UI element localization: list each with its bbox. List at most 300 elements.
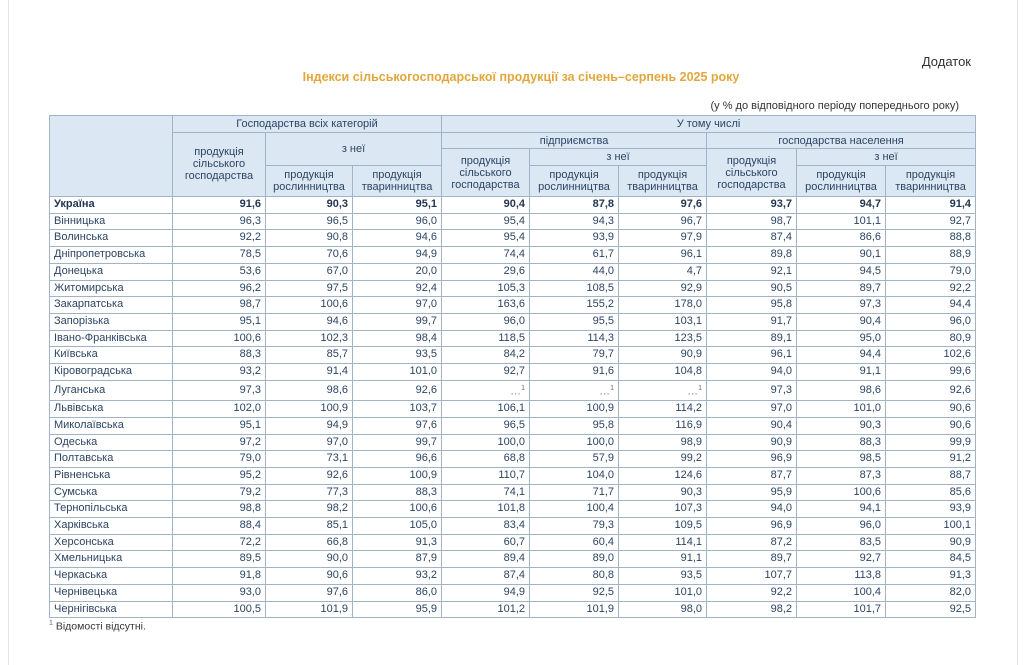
value-cell: 94,4 bbox=[886, 297, 976, 314]
value-cell: 95,1 bbox=[353, 197, 442, 214]
value-cell: 90,4 bbox=[797, 313, 886, 330]
value-cell: 124,6 bbox=[619, 467, 707, 484]
value-cell: 88,9 bbox=[886, 247, 976, 264]
value-cell: 86,0 bbox=[353, 584, 442, 601]
value-cell: 98,6 bbox=[266, 380, 353, 400]
value-cell: 94,1 bbox=[797, 501, 886, 518]
value-cell: 90,9 bbox=[886, 534, 976, 551]
header-households: господарства населення bbox=[707, 132, 976, 149]
value-cell: 98,2 bbox=[266, 501, 353, 518]
table-row bbox=[50, 518, 976, 535]
value-cell: 100,4 bbox=[797, 584, 886, 601]
region-name: Одеська bbox=[50, 434, 173, 451]
value-cell: 92,9 bbox=[619, 280, 707, 297]
value-cell: 92,2 bbox=[886, 280, 976, 297]
value-cell: 83,4 bbox=[442, 518, 530, 535]
value-cell: 89,5 bbox=[173, 551, 266, 568]
region-name: Вінницька bbox=[50, 213, 173, 230]
region-name: Житомирська bbox=[50, 280, 173, 297]
value-cell: 98,7 bbox=[707, 213, 797, 230]
value-cell: 97,0 bbox=[353, 297, 442, 314]
value-cell: 97,3 bbox=[797, 297, 886, 314]
value-cell: 91,4 bbox=[886, 197, 976, 214]
value-cell: 97,0 bbox=[707, 401, 797, 418]
value-cell: 116,9 bbox=[619, 417, 707, 434]
value-cell: 94,0 bbox=[707, 501, 797, 518]
value-cell: 90,8 bbox=[266, 230, 353, 247]
footnote-ref: 1 bbox=[610, 384, 615, 392]
value-cell: 53,6 bbox=[173, 263, 266, 280]
header-all-livestock: продукція тваринництва bbox=[353, 166, 442, 197]
value-cell: 85,7 bbox=[266, 347, 353, 364]
value-cell: 92,4 bbox=[353, 280, 442, 297]
value-cell: 96,9 bbox=[707, 518, 797, 535]
value-cell: 101,9 bbox=[266, 601, 353, 618]
value-cell: 91,8 bbox=[173, 568, 266, 585]
value-cell: 86,6 bbox=[797, 230, 886, 247]
value-cell: 92,7 bbox=[886, 213, 976, 230]
value-cell: 60,7 bbox=[442, 534, 530, 551]
value-cell: 98,9 bbox=[619, 434, 707, 451]
value-cell: 96,1 bbox=[619, 247, 707, 264]
value-cell bbox=[530, 380, 619, 400]
value-cell: 92,2 bbox=[707, 584, 797, 601]
value-cell: 90,1 bbox=[797, 247, 886, 264]
table-row bbox=[50, 230, 976, 247]
value-cell: 98,5 bbox=[797, 451, 886, 468]
region-name: Чернігівська bbox=[50, 601, 173, 618]
value-cell: 102,6 bbox=[886, 347, 976, 364]
table-row bbox=[50, 313, 976, 330]
value-cell: 61,7 bbox=[530, 247, 619, 264]
value-cell: 95,9 bbox=[707, 484, 797, 501]
value-cell: 68,8 bbox=[442, 451, 530, 468]
value-cell bbox=[442, 380, 530, 400]
table-row bbox=[50, 280, 976, 297]
value-cell: 79,0 bbox=[173, 451, 266, 468]
table-row bbox=[50, 451, 976, 468]
value-cell: 178,0 bbox=[619, 297, 707, 314]
table-row bbox=[50, 197, 976, 214]
value-cell: 84,5 bbox=[886, 551, 976, 568]
value-cell: 92,6 bbox=[353, 380, 442, 400]
value-cell: 93,9 bbox=[530, 230, 619, 247]
value-cell: 90,4 bbox=[707, 417, 797, 434]
value-cell: 101,0 bbox=[619, 584, 707, 601]
value-cell: 87,3 bbox=[797, 467, 886, 484]
value-cell: 83,5 bbox=[797, 534, 886, 551]
value-cell: 101,0 bbox=[353, 364, 442, 381]
value-cell: 100,6 bbox=[797, 484, 886, 501]
value-cell: 90,6 bbox=[266, 568, 353, 585]
value-cell: 105,3 bbox=[442, 280, 530, 297]
value-cell: 97,6 bbox=[266, 584, 353, 601]
header-ent-crop: продукція рослинництва bbox=[530, 166, 619, 197]
region-name: Київська bbox=[50, 347, 173, 364]
value-cell: 91,3 bbox=[886, 568, 976, 585]
value-cell: 89,1 bbox=[707, 330, 797, 347]
value-cell: 97,6 bbox=[619, 197, 707, 214]
header-hh-of-which: з неї bbox=[797, 149, 976, 166]
table-row bbox=[50, 247, 976, 264]
header-ent-agri: продукція сільського господарства bbox=[442, 149, 530, 197]
value-cell: 90,0 bbox=[266, 551, 353, 568]
value-cell: 91,6 bbox=[530, 364, 619, 381]
value-cell: 90,5 bbox=[707, 280, 797, 297]
value-cell: 91,7 bbox=[707, 313, 797, 330]
region-name: Харківська bbox=[50, 518, 173, 535]
value-cell: 79,3 bbox=[530, 518, 619, 535]
value-cell: 93,5 bbox=[619, 568, 707, 585]
value-cell: 90,3 bbox=[619, 484, 707, 501]
value-cell: 95,9 bbox=[353, 601, 442, 618]
table-row bbox=[50, 263, 976, 280]
value-cell: 93,0 bbox=[173, 584, 266, 601]
value-cell: 100,4 bbox=[530, 501, 619, 518]
value-cell: 91,1 bbox=[619, 551, 707, 568]
value-cell: 102,3 bbox=[266, 330, 353, 347]
value-cell: 101,7 bbox=[797, 601, 886, 618]
value-cell: 60,4 bbox=[530, 534, 619, 551]
region-name: Дніпропетровська bbox=[50, 247, 173, 264]
value-cell: 4,7 bbox=[619, 263, 707, 280]
table-row bbox=[50, 330, 976, 347]
units-note: (у % до відповідного періоду попереднього року) bbox=[710, 100, 959, 112]
value-cell: 98,8 bbox=[173, 501, 266, 518]
value-cell: 95,5 bbox=[530, 313, 619, 330]
value-cell: 94,4 bbox=[797, 347, 886, 364]
region-name: Львівська bbox=[50, 401, 173, 418]
value-cell: 95,2 bbox=[173, 467, 266, 484]
footnote-ref: 1 bbox=[521, 384, 526, 392]
value-cell: 100,6 bbox=[353, 501, 442, 518]
table-row bbox=[50, 297, 976, 314]
header-ent-livestock: продукція тваринництва bbox=[619, 166, 707, 197]
value-cell: 91,4 bbox=[266, 364, 353, 381]
value-cell: 98,0 bbox=[619, 601, 707, 618]
value-cell: 87,9 bbox=[353, 551, 442, 568]
value-cell: 90,6 bbox=[886, 401, 976, 418]
value-cell: 90,9 bbox=[619, 347, 707, 364]
value-cell: 78,5 bbox=[173, 247, 266, 264]
value-cell: 96,5 bbox=[442, 417, 530, 434]
value-cell: 96,5 bbox=[266, 213, 353, 230]
value-cell: 123,5 bbox=[619, 330, 707, 347]
value-cell: 88,7 bbox=[886, 467, 976, 484]
value-cell: 91,2 bbox=[886, 451, 976, 468]
value-cell: 97,2 bbox=[173, 434, 266, 451]
value-cell: 100,9 bbox=[266, 401, 353, 418]
value-cell: 100,9 bbox=[353, 467, 442, 484]
header-hh-crop: продукція рослинництва bbox=[797, 166, 886, 197]
value-cell: 94,9 bbox=[353, 247, 442, 264]
value-cell: 89,0 bbox=[530, 551, 619, 568]
value-cell: 82,0 bbox=[886, 584, 976, 601]
header-hh-agri: продукція сільського господарства bbox=[707, 149, 797, 197]
value-cell: 98,2 bbox=[707, 601, 797, 618]
header-ent-of-which: з неї bbox=[530, 149, 707, 166]
value-cell: 89,7 bbox=[707, 551, 797, 568]
table-row bbox=[50, 601, 976, 618]
value-cell: 94,5 bbox=[797, 263, 886, 280]
value-cell: 100,0 bbox=[442, 434, 530, 451]
value-cell: 96,3 bbox=[173, 213, 266, 230]
value-cell: 92,6 bbox=[886, 380, 976, 400]
value-cell: 96,0 bbox=[353, 213, 442, 230]
value-cell: 101,8 bbox=[442, 501, 530, 518]
value-cell: 93,9 bbox=[886, 501, 976, 518]
table-row bbox=[50, 417, 976, 434]
value-cell: 103,7 bbox=[353, 401, 442, 418]
value-cell: 88,3 bbox=[797, 434, 886, 451]
value-cell: 99,9 bbox=[886, 434, 976, 451]
value-cell: 74,4 bbox=[442, 247, 530, 264]
value-cell: 87,8 bbox=[530, 197, 619, 214]
region-name: Донецька bbox=[50, 263, 173, 280]
table-row bbox=[50, 401, 976, 418]
value-cell: 44,0 bbox=[530, 263, 619, 280]
region-name: Волинська bbox=[50, 230, 173, 247]
value-cell: 90,3 bbox=[266, 197, 353, 214]
value-cell: 95,1 bbox=[173, 417, 266, 434]
value-cell: 104,0 bbox=[530, 467, 619, 484]
value-cell: 92,6 bbox=[266, 467, 353, 484]
value-cell: 100,0 bbox=[530, 434, 619, 451]
value-cell: 79,0 bbox=[886, 263, 976, 280]
table-row bbox=[50, 434, 976, 451]
region-name: Чернівецька bbox=[50, 584, 173, 601]
value-cell: 70,6 bbox=[266, 247, 353, 264]
value-cell: 93,7 bbox=[707, 197, 797, 214]
value-cell: 91,3 bbox=[353, 534, 442, 551]
value-cell: 93,5 bbox=[353, 347, 442, 364]
value-cell: 20,0 bbox=[353, 263, 442, 280]
value-cell: 95,8 bbox=[530, 417, 619, 434]
value-cell: 94,9 bbox=[266, 417, 353, 434]
value-cell: 96,6 bbox=[353, 451, 442, 468]
region-name: Сумська bbox=[50, 484, 173, 501]
table-row bbox=[50, 213, 976, 230]
value-cell: 110,7 bbox=[442, 467, 530, 484]
header-all-agri: продукція сільського господарства bbox=[173, 132, 266, 196]
value-cell: 88,4 bbox=[173, 518, 266, 535]
value-cell: 97,6 bbox=[353, 417, 442, 434]
value-cell: 95,4 bbox=[442, 213, 530, 230]
header-enterprises: підприємства bbox=[442, 132, 707, 149]
value-cell: 90,9 bbox=[707, 434, 797, 451]
value-cell: 99,7 bbox=[353, 434, 442, 451]
value-cell: 99,6 bbox=[886, 364, 976, 381]
footnote-text: Відомості відсутні. bbox=[55, 620, 146, 633]
value-cell: 80,9 bbox=[886, 330, 976, 347]
region-name: Херсонська bbox=[50, 534, 173, 551]
value-cell: 98,4 bbox=[353, 330, 442, 347]
value-cell: 106,1 bbox=[442, 401, 530, 418]
header-hh-livestock: продукція тваринництва bbox=[886, 166, 976, 197]
value-cell: 97,3 bbox=[707, 380, 797, 400]
value-cell: 107,7 bbox=[707, 568, 797, 585]
na-value: … bbox=[599, 385, 611, 398]
value-cell: 100,5 bbox=[173, 601, 266, 618]
header-all-of-which: з неї bbox=[266, 132, 442, 165]
region-name: Івано-Франківська bbox=[50, 330, 173, 347]
value-cell: 72,2 bbox=[173, 534, 266, 551]
value-cell: 87,2 bbox=[707, 534, 797, 551]
table-row bbox=[50, 467, 976, 484]
value-cell: 94,3 bbox=[530, 213, 619, 230]
value-cell: 100,6 bbox=[266, 297, 353, 314]
value-cell: 85,1 bbox=[266, 518, 353, 535]
na-value: … bbox=[510, 385, 522, 398]
value-cell: 96,9 bbox=[707, 451, 797, 468]
page-title: Індекси сільськогосподарської продукції за січень–серпень 2025 року bbox=[302, 70, 740, 84]
value-cell: 73,1 bbox=[266, 451, 353, 468]
value-cell: 93,2 bbox=[353, 568, 442, 585]
region-name: Хмельницька bbox=[50, 551, 173, 568]
header-all: Господарства всіх категорій bbox=[173, 116, 442, 133]
value-cell: 100,6 bbox=[173, 330, 266, 347]
value-cell: 99,2 bbox=[619, 451, 707, 468]
value-cell: 114,1 bbox=[619, 534, 707, 551]
value-cell: 97,0 bbox=[266, 434, 353, 451]
value-cell: 88,3 bbox=[173, 347, 266, 364]
region-name: Миколаївська bbox=[50, 417, 173, 434]
value-cell: 85,6 bbox=[886, 484, 976, 501]
value-cell: 95,8 bbox=[707, 297, 797, 314]
value-cell: 87,7 bbox=[707, 467, 797, 484]
value-cell: 90,6 bbox=[886, 417, 976, 434]
value-cell: 101,9 bbox=[530, 601, 619, 618]
table-row bbox=[50, 551, 976, 568]
value-cell: 71,7 bbox=[530, 484, 619, 501]
table-row bbox=[50, 534, 976, 551]
value-cell: 84,2 bbox=[442, 347, 530, 364]
value-cell: 80,8 bbox=[530, 568, 619, 585]
value-cell: 88,3 bbox=[353, 484, 442, 501]
value-cell: 95,0 bbox=[797, 330, 886, 347]
value-cell: 105,0 bbox=[353, 518, 442, 535]
table-body bbox=[50, 197, 976, 618]
footnote-ref: 1 bbox=[698, 384, 703, 392]
value-cell: 91,1 bbox=[797, 364, 886, 381]
value-cell: 101,1 bbox=[797, 213, 886, 230]
value-cell: 102,0 bbox=[173, 401, 266, 418]
value-cell: 92,1 bbox=[707, 263, 797, 280]
value-cell: 107,3 bbox=[619, 501, 707, 518]
value-cell: 90,3 bbox=[797, 417, 886, 434]
value-cell: 99,7 bbox=[353, 313, 442, 330]
value-cell: 95,4 bbox=[442, 230, 530, 247]
table-row bbox=[50, 501, 976, 518]
header-including: У тому числі bbox=[442, 116, 976, 133]
value-cell: 92,2 bbox=[173, 230, 266, 247]
table-row bbox=[50, 484, 976, 501]
value-cell: 66,8 bbox=[266, 534, 353, 551]
region-name: Україна bbox=[50, 197, 173, 214]
na-value: … bbox=[687, 385, 699, 398]
value-cell: 92,7 bbox=[442, 364, 530, 381]
value-cell: 96,0 bbox=[797, 518, 886, 535]
value-cell: 92,5 bbox=[530, 584, 619, 601]
region-name: Полтавська bbox=[50, 451, 173, 468]
value-cell: 89,4 bbox=[442, 551, 530, 568]
value-cell: 101,2 bbox=[442, 601, 530, 618]
value-cell: 114,3 bbox=[530, 330, 619, 347]
header-all-crop: продукція рослинництва bbox=[266, 166, 353, 197]
value-cell: 87,4 bbox=[707, 230, 797, 247]
value-cell: 97,3 bbox=[173, 380, 266, 400]
value-cell: 98,6 bbox=[797, 380, 886, 400]
value-cell: 94,7 bbox=[797, 197, 886, 214]
value-cell: 101,0 bbox=[797, 401, 886, 418]
region-name: Запорізька bbox=[50, 313, 173, 330]
value-cell: 96,1 bbox=[707, 347, 797, 364]
value-cell: 57,9 bbox=[530, 451, 619, 468]
value-cell: 103,1 bbox=[619, 313, 707, 330]
value-cell: 88,8 bbox=[886, 230, 976, 247]
footnote bbox=[49, 620, 146, 633]
value-cell: 96,2 bbox=[173, 280, 266, 297]
value-cell: 93,2 bbox=[173, 364, 266, 381]
appendix-label: Додаток bbox=[921, 54, 971, 69]
value-cell: 94,0 bbox=[707, 364, 797, 381]
value-cell: 96,0 bbox=[886, 313, 976, 330]
value-cell: 100,1 bbox=[886, 518, 976, 535]
value-cell: 98,7 bbox=[173, 297, 266, 314]
value-cell: 94,6 bbox=[266, 313, 353, 330]
table-row bbox=[50, 584, 976, 601]
value-cell: 96,0 bbox=[442, 313, 530, 330]
value-cell: 163,6 bbox=[442, 297, 530, 314]
table-row bbox=[50, 380, 976, 400]
value-cell: 94,6 bbox=[353, 230, 442, 247]
value-cell: 77,3 bbox=[266, 484, 353, 501]
value-cell: 114,2 bbox=[619, 401, 707, 418]
region-name: Кіровоградська bbox=[50, 364, 173, 381]
value-cell: 97,5 bbox=[266, 280, 353, 297]
value-cell: 74,1 bbox=[442, 484, 530, 501]
value-cell: 104,8 bbox=[619, 364, 707, 381]
value-cell: 91,6 bbox=[173, 197, 266, 214]
region-name: Закарпатська bbox=[50, 297, 173, 314]
indices-table bbox=[49, 115, 976, 618]
value-cell: 92,5 bbox=[886, 601, 976, 618]
value-cell: 95,1 bbox=[173, 313, 266, 330]
table-row bbox=[50, 347, 976, 364]
value-cell: 113,8 bbox=[797, 568, 886, 585]
value-cell: 108,5 bbox=[530, 280, 619, 297]
value-cell: 67,0 bbox=[266, 263, 353, 280]
footnote-mark: 1 bbox=[49, 620, 53, 627]
value-cell: 29,6 bbox=[442, 263, 530, 280]
value-cell: 79,2 bbox=[173, 484, 266, 501]
table-row bbox=[50, 568, 976, 585]
value-cell: 90,4 bbox=[442, 197, 530, 214]
value-cell: 89,8 bbox=[707, 247, 797, 264]
page bbox=[8, 0, 1018, 665]
value-cell: 94,9 bbox=[442, 584, 530, 601]
value-cell: 87,4 bbox=[442, 568, 530, 585]
table-row bbox=[50, 364, 976, 381]
value-cell: 118,5 bbox=[442, 330, 530, 347]
value-cell: 92,7 bbox=[797, 551, 886, 568]
region-name: Черкаська bbox=[50, 568, 173, 585]
region-name: Тернопільська bbox=[50, 501, 173, 518]
region-name: Луганська bbox=[50, 380, 173, 400]
value-cell: 96,7 bbox=[619, 213, 707, 230]
value-cell bbox=[619, 380, 707, 400]
value-cell: 109,5 bbox=[619, 518, 707, 535]
